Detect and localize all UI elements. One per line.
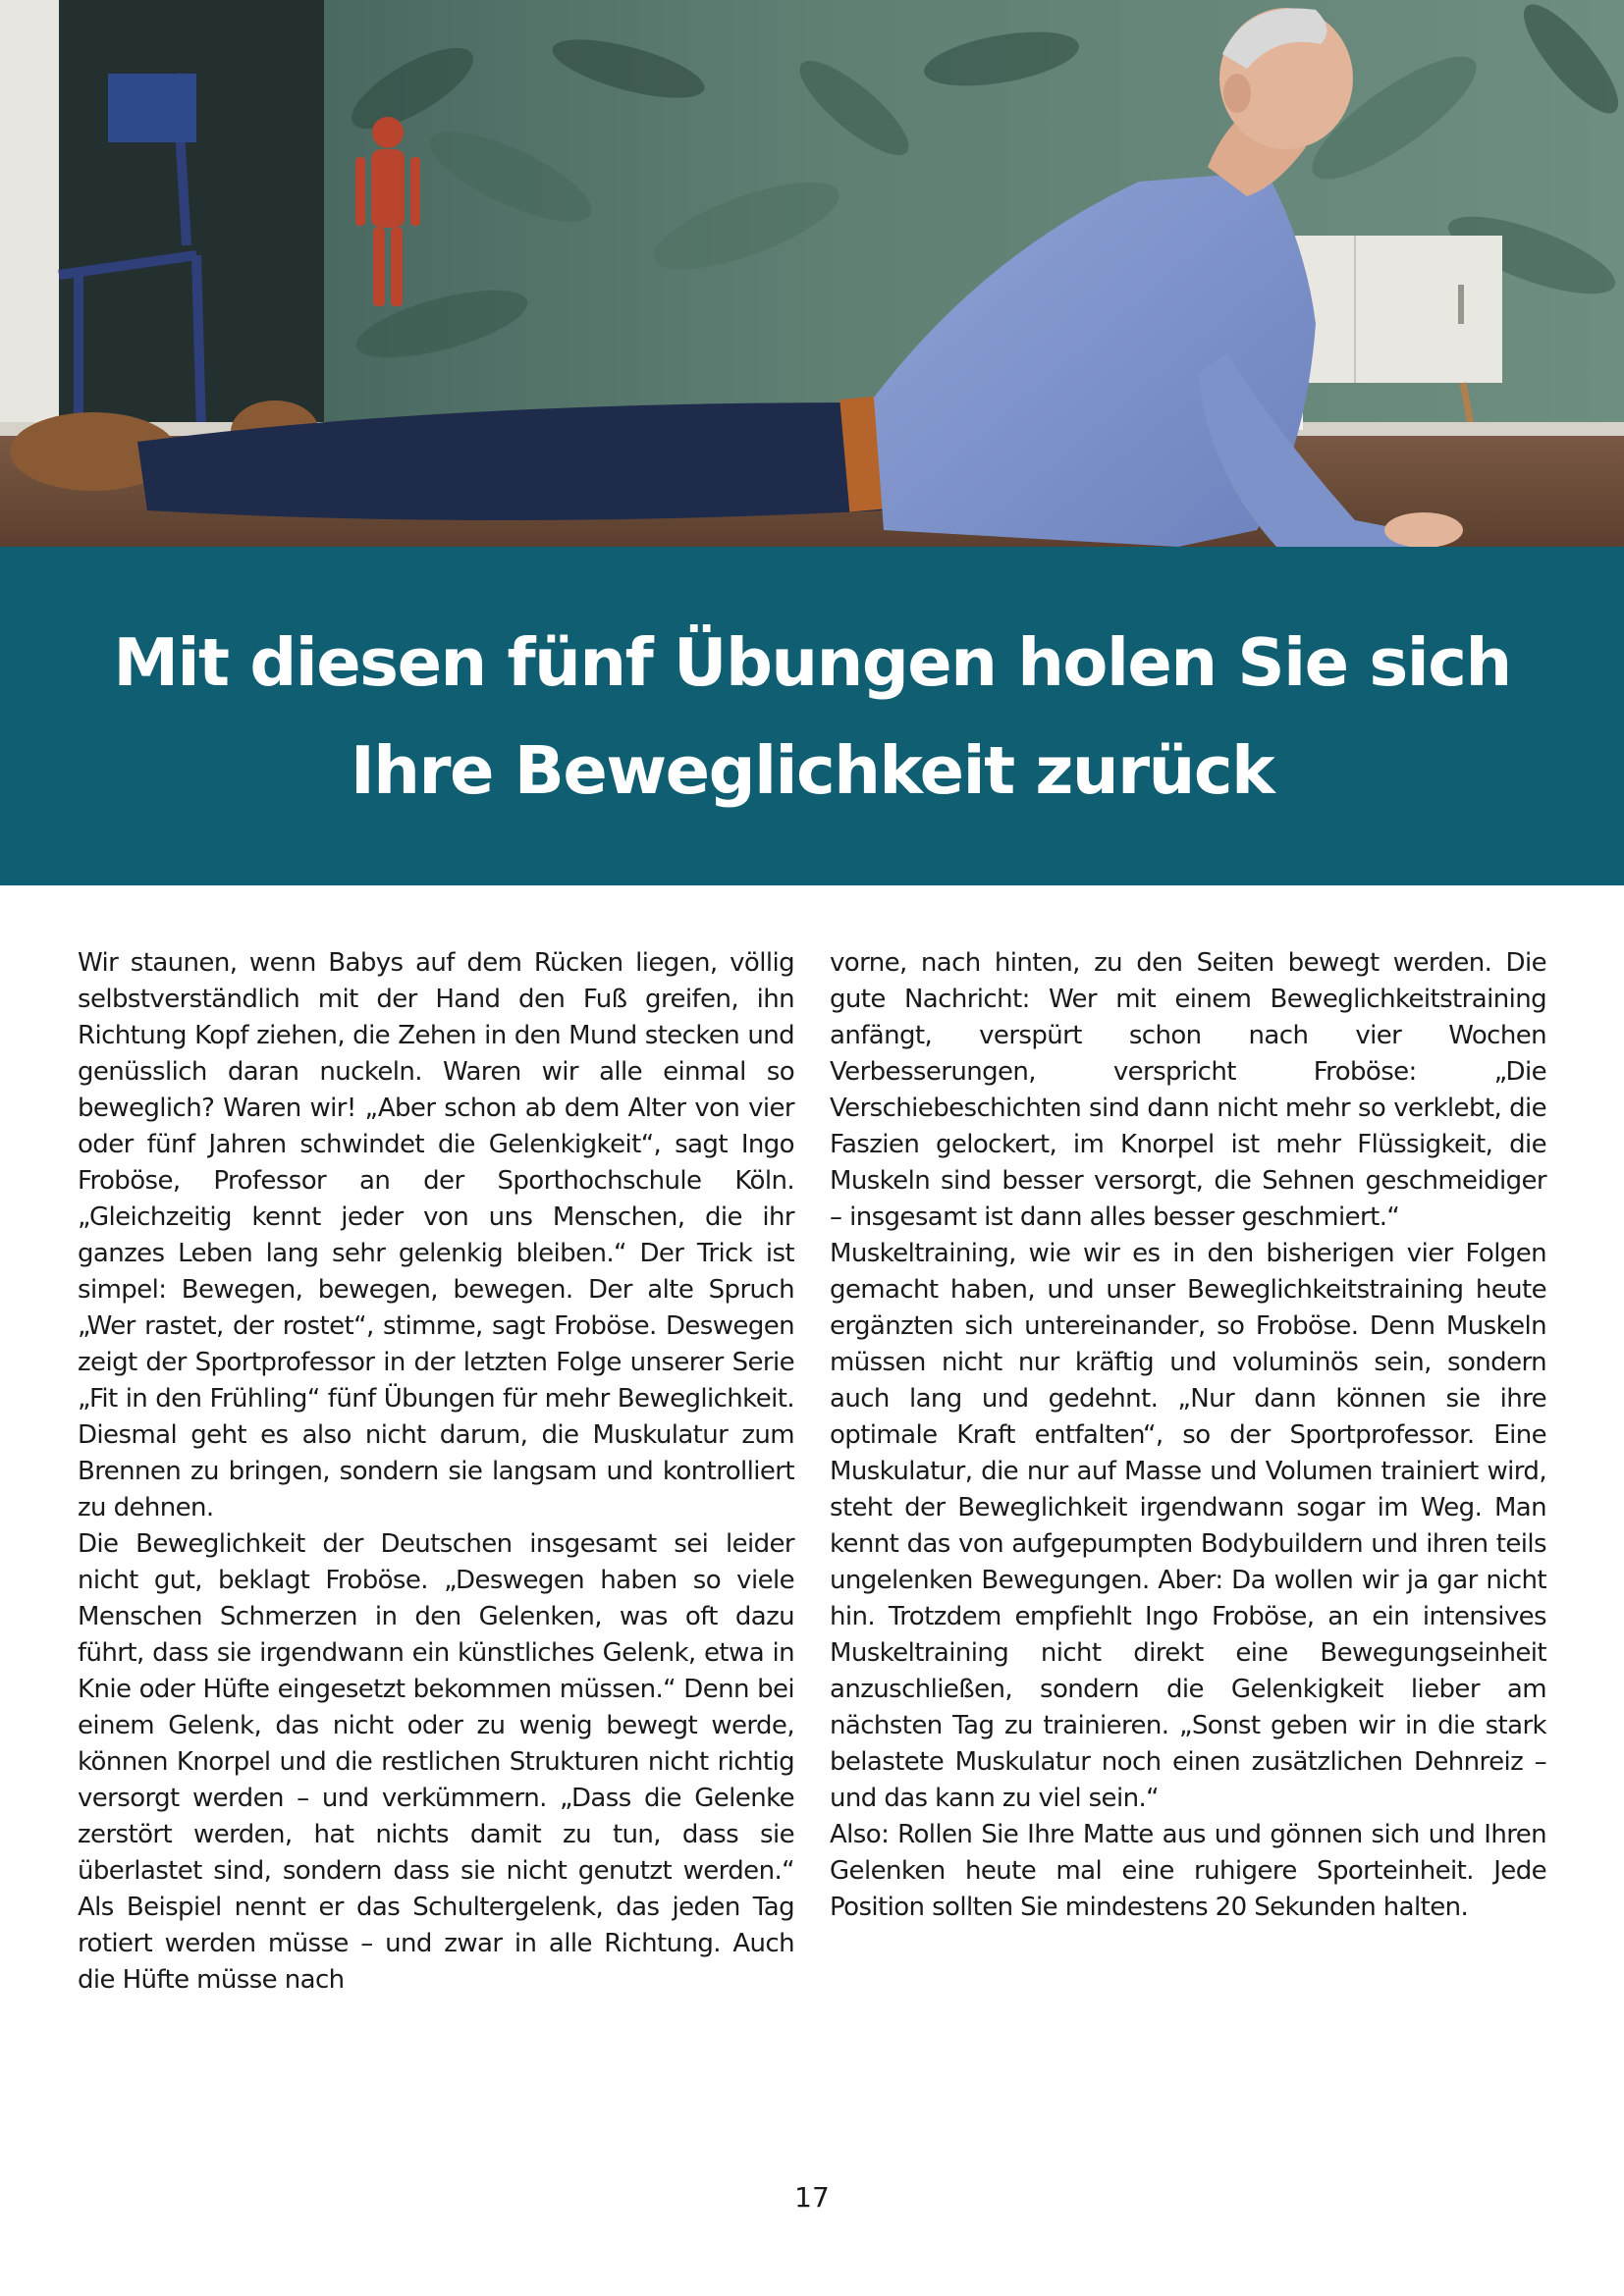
- article-paragraph: Also: Rollen Sie Ihre Matte aus und gönnen sich und Ihren Gelenken heute mal eine ruhigere Sporteinheit. Jede Position sollten Sie mindestens 20 Sekunden halten.: [830, 1820, 1546, 1922]
- article-paragraph: Muskeltraining, wie wir es in den bisherigen vier Folgen gemacht haben, und unser Beweglichkeitstraining heute ergänzten sich untereinander, so Froböse. Denn Muskeln müssen nicht nur kräftig und voluminös sein, sondern auch lang und gedehnt. „Nur dann können sie ihre optimale Kraft entfalten“, so der Sportprofessor. Eine Muskulatur, die nur auf Masse und Volumen trainiert wird, steht der Beweglichkeit irgendwann sogar im Weg. Man kennt das von aufgepumpten Bodybuildern und ihren teils ungelenken Bewegungen. Aber: Da wollen wir ja gar nicht hin. Trotzdem empfiehlt Ingo Froböse, an ein intensives Muskeltraining nicht direkt eine Bewegungseinheit anzuschließen, sondern die Gelenkigkeit lieber am nächsten Tag zu trainieren. „Sonst geben wir in die stark belastete Muskulatur noch einen zusätzlichen Dehnreiz – und das kann zu viel sein.“: [830, 1239, 1546, 1813]
- article-paragraph: Wir staunen, wenn Babys auf dem Rücken liegen, völlig selbstverständlich mit der Hand den Fuß greifen, ihn Richtung Kopf ziehen, die Zehen in den Mund stecken und genüsslich daran nuckeln. Waren wir alle einmal so beweglich? Waren wir! „Aber schon ab dem Alter von vier oder fünf Jahren schwindet die Gelenkigkeit“, sagt Ingo Froböse, Professor an der Sporthochschule Köln. „Gleichzeitig kennt jeder von uns Menschen, die ihr ganzes Leben lang sehr gelenkig bleiben.“ Der Trick ist simpel: Bewegen, bewegen, bewegen. Der alte Spruch „Wer rastet, der rostet“, stimme, sagt Froböse. Deswegen zeigt der Sportprofessor in der letzten Folge unserer Serie „Fit in den Frühling“ fünf Übungen für mehr Beweglichkeit. Diesmal geht es also nicht darum, die Muskulatur zum Brennen zu bringen, sondern sie langsam und kontrolliert zu dehnen.: [78, 948, 794, 1522]
- page-number: 17: [794, 2181, 830, 2214]
- article-paragraph: Die Beweglichkeit der Deutschen insgesamt sei leider nicht gut, beklagt Froböse. „Deswegen haben so viele Menschen Schmerzen in den Gelenken, was oft dazu führt, dass sie irgendwann ein künstliches Gelenk, etwa in Knie oder Hüfte eingesetzt bekommen müssen.“ Denn bei einem Gelenk, das nicht oder zu wenig bewegt werde, können Knorpel und die restlichen Strukturen nicht richtig versorgt werden – und verkümmern. „Dass die Gelenke zerstört werden, hat nichts damit zu tun, dass sie überlastet sind, sondern dass sie nicht genutzt werden.“ Als Beispiel nennt er das Schultergelenk, das jeden Tag rotiert werden müsse – und zwar in alle Richtung. Auch die Hüfte müsse nach: [78, 1529, 794, 1995]
- article-title: Mit diesen fünf Übungen holen Sie sich Ihre Beweglichkeit zurück: [113, 623, 1511, 809]
- article-paragraph: vorne, nach hinten, zu den Seiten bewegt werden. Die gute Nachricht: Wer mit einem Beweglichkeitstraining anfängt, verspürt schon nach vier Wochen Verbesserungen, verspricht Froböse: „Die Verschiebeschichten sind dann nicht mehr so verklebt, die Faszien gelockert, im Knorpel ist mehr Flüssigkeit, die Muskeln sind besser versorgt, die Sehnen geschmeidiger – insgesamt ist dann alles besser geschmiert.“: [830, 948, 1546, 1232]
- title-banner: [0, 547, 1624, 885]
- hero-photo: [0, 0, 1624, 547]
- article-column-left: [78, 945, 794, 1999]
- article-column-right: [830, 945, 1546, 1926]
